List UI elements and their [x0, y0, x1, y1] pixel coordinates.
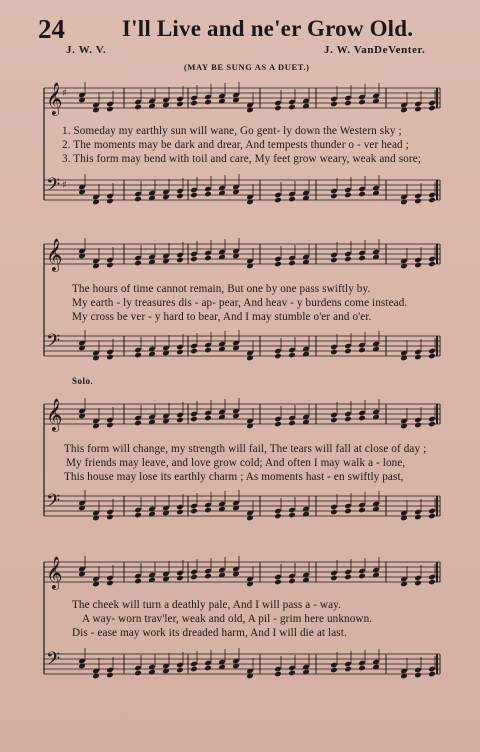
note-head	[134, 352, 142, 359]
lyric-line: The cheek will turn a deathly pale, And I will pass a - way.	[72, 599, 342, 611]
music-system-3	[38, 390, 444, 525]
lyric-line: My cross be ver - y hard to bear, And I may stumble o'er and o'er.	[72, 311, 372, 323]
note-head	[288, 196, 296, 203]
note-head	[106, 422, 114, 429]
note-head	[106, 580, 114, 587]
lyric-line: My friends may leave, and love grow cold; And often I may walk a - lone,	[66, 457, 406, 469]
note-head	[176, 349, 184, 356]
treble-clef-icon: 𝄞	[46, 82, 63, 115]
treble-staff	[44, 398, 440, 432]
lyric-line: A way- worn trav'ler, weak and old, A pil - grim here unknown.	[82, 613, 373, 625]
note-head	[204, 665, 212, 672]
note-head	[106, 672, 114, 679]
note-head	[428, 671, 436, 678]
lyricist-credit: J. W. V.	[66, 44, 107, 56]
note-head	[288, 260, 296, 267]
note-head	[288, 104, 296, 111]
bass-staff	[44, 490, 440, 521]
note-head	[288, 420, 296, 427]
performance-note: (MAY BE SUNG AS A DUET.)	[184, 62, 310, 72]
note-head	[330, 417, 338, 424]
music-system-1	[38, 74, 444, 209]
treble-clef-icon: 𝄞	[46, 556, 63, 589]
note-head	[134, 420, 142, 427]
note-head	[330, 509, 338, 516]
note-head	[176, 575, 184, 582]
note-head	[344, 574, 352, 581]
note-head	[344, 508, 352, 515]
note-head	[106, 354, 114, 361]
note-head	[106, 262, 114, 269]
sharp-icon: ♯	[62, 180, 67, 191]
hymn-header	[34, 14, 454, 44]
note-head	[204, 507, 212, 514]
bass-clef-icon: 𝄢	[46, 491, 61, 516]
note-head	[428, 105, 436, 112]
note-head	[204, 347, 212, 354]
note-head	[344, 416, 352, 423]
note-head	[190, 348, 198, 355]
note-head	[190, 416, 198, 423]
note-head	[330, 101, 338, 108]
note-head	[344, 256, 352, 263]
note-head	[274, 105, 282, 112]
note-head	[358, 573, 366, 580]
note-head	[106, 514, 114, 521]
note-head	[274, 353, 282, 360]
note-head	[204, 573, 212, 580]
note-head	[344, 192, 352, 199]
note-head	[358, 415, 366, 422]
hymn-number: 24	[38, 14, 65, 44]
note-head	[344, 100, 352, 107]
note-head	[274, 261, 282, 268]
note-head	[204, 99, 212, 106]
note-head	[344, 666, 352, 673]
note-head	[204, 191, 212, 198]
note-head	[134, 670, 142, 677]
bass-staff	[44, 330, 440, 361]
note-head	[274, 671, 282, 678]
note-head	[190, 666, 198, 673]
note-head	[176, 193, 184, 200]
note-head	[190, 192, 198, 199]
note-head	[358, 347, 366, 354]
note-head	[330, 349, 338, 356]
music-system-2	[38, 230, 444, 365]
treble-clef-icon: 𝄞	[46, 238, 63, 271]
music-system-4	[38, 548, 444, 688]
composer-credit: J. W. VanDeVenter.	[324, 44, 426, 56]
note-head	[330, 575, 338, 582]
note-head	[274, 579, 282, 586]
lyric-line: The hours of time cannot remain, But one by one pass swiftly by.	[72, 283, 371, 295]
note-head	[176, 101, 184, 108]
note-head	[428, 353, 436, 360]
bass-clef-icon: 𝄢	[46, 331, 61, 356]
treble-staff	[44, 82, 440, 116]
note-head	[330, 667, 338, 674]
note-head	[414, 106, 422, 113]
bass-clef-icon: 𝄢	[46, 175, 61, 200]
note-head	[428, 261, 436, 268]
note-head	[190, 508, 198, 515]
note-head	[330, 257, 338, 264]
lyric-line: 2. The moments may be dark and drear, And tempests thunder o - ver head ;	[62, 139, 409, 151]
bass-staff	[44, 174, 440, 205]
note-head	[176, 417, 184, 424]
note-head	[358, 255, 366, 262]
note-head	[344, 348, 352, 355]
note-head	[288, 670, 296, 677]
note-head	[288, 578, 296, 585]
note-head	[288, 512, 296, 519]
note-head	[274, 421, 282, 428]
lyric-line: My earth - ly treasures dis - ap- pear, And heav - y burdens come instead.	[72, 297, 408, 309]
note-head	[414, 672, 422, 679]
note-head	[134, 512, 142, 519]
note-head	[358, 665, 366, 672]
note-head	[358, 191, 366, 198]
note-head	[190, 100, 198, 107]
note-head	[414, 580, 422, 587]
note-head	[134, 104, 142, 111]
note-head	[414, 514, 422, 521]
lyric-line: Dis - ease may work its dreaded harm, And I will die at last.	[72, 627, 347, 639]
note-head	[428, 513, 436, 520]
note-head	[176, 257, 184, 264]
note-head	[274, 197, 282, 204]
lyric-line: 3. This form may bend with toil and care, My feet grow weary, weak and sore;	[62, 153, 421, 165]
lyric-line: This form will change, my strength will fail, The tears will fall at close of day ;	[64, 443, 427, 455]
solo-label: Solo.	[72, 376, 94, 386]
note-head	[414, 262, 422, 269]
note-head	[330, 193, 338, 200]
note-head	[190, 256, 198, 263]
note-head	[134, 578, 142, 585]
note-head	[288, 352, 296, 359]
hymn-title: I'll Live and ne'er Grow Old.	[122, 16, 414, 41]
note-head	[428, 421, 436, 428]
sharp-icon: ♯	[62, 88, 67, 99]
note-head	[414, 198, 422, 205]
note-head	[358, 507, 366, 514]
note-head	[414, 354, 422, 361]
note-head	[204, 415, 212, 422]
note-head	[176, 509, 184, 516]
note-head	[428, 579, 436, 586]
note-head	[106, 198, 114, 205]
treble-clef-icon: 𝄞	[46, 398, 63, 431]
lyric-line: This house may lose its earthly charm ; As moments hast - en swiftly past,	[64, 471, 404, 483]
note-head	[176, 667, 184, 674]
note-head	[134, 196, 142, 203]
note-head	[190, 574, 198, 581]
note-head	[134, 260, 142, 267]
note-head	[274, 513, 282, 520]
lyric-line: 1. Someday my earthly sun will wane, Go gent- ly down the Western sky ;	[62, 125, 402, 137]
note-head	[204, 255, 212, 262]
note-head	[414, 422, 422, 429]
treble-staff	[44, 556, 440, 590]
treble-staff	[44, 238, 440, 272]
note-head	[358, 99, 366, 106]
note-head	[106, 106, 114, 113]
bass-staff	[44, 648, 440, 679]
note-head	[428, 197, 436, 204]
bass-clef-icon: 𝄢	[46, 649, 61, 674]
